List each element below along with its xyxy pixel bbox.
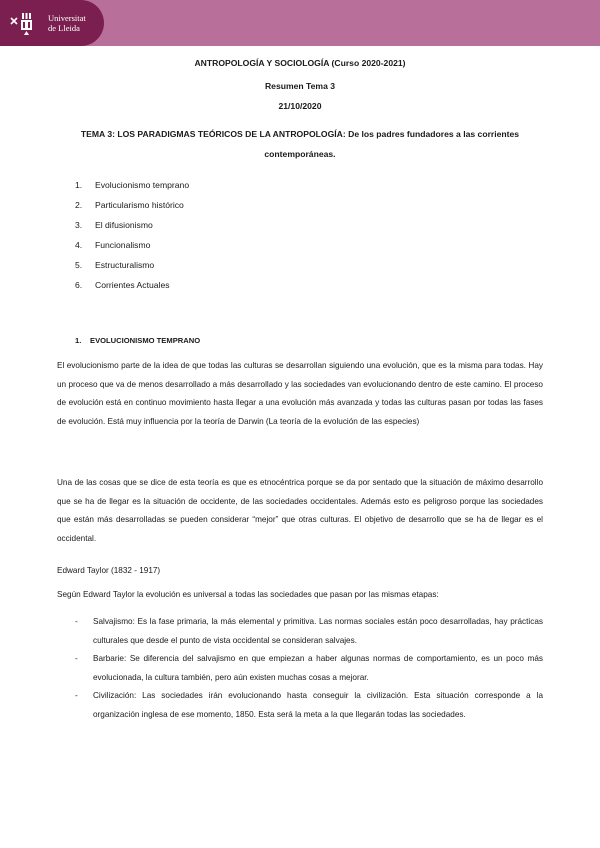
section-heading [75, 336, 200, 345]
university-logo [0, 0, 104, 46]
toc-label: Funcionalismo [95, 240, 151, 250]
summary-title: Resumen Tema 3 [264, 81, 336, 91]
toc-item [75, 275, 189, 295]
university-emblem-icon [8, 10, 44, 36]
toc-number: 5. [75, 260, 83, 270]
toc-number: 2. [75, 200, 83, 210]
toc-label: Estructuralismo [95, 260, 155, 270]
stages-list [75, 613, 543, 725]
toc-item [75, 175, 189, 195]
list-dash: - [75, 691, 78, 701]
document-date: 21/10/2020 [278, 101, 322, 111]
toc-label: Corrientes Actuales [95, 280, 170, 290]
list-item [75, 650, 543, 687]
topic-heading-rest: : De los padres fundadores a las corrientes contemporáneas. [264, 129, 520, 159]
toc-item [75, 235, 189, 255]
toc-number: 1. [75, 180, 83, 190]
list-dash: - [75, 617, 78, 626]
course-title-main: ANTROPOLOGÍA Y SOCIOLOGÍA [194, 58, 330, 68]
toc-item [75, 195, 189, 215]
paragraph-evolucionismo: El evolucionismo parte de la idea de que todas las culturas se desarrollan siguiendo una evolución, que es la misma para todas. Hay un proceso que va de menos desarrollado a más desarrollado y las sociedades van evolucionando dentro de este camino. El proceso de evolución está en continuo movimiento hasta llegar a una evolución más avanzada y todas las culturas pasan por todas las fases de evolución. Está muy influencia por la teoría de Darwin (La teoría de la evolución de las especies) [57, 361, 543, 426]
logo-text [48, 13, 86, 33]
author-heading: Edward Taylor (1832 - 1917) [57, 566, 161, 575]
toc-label: Particularismo histórico [95, 200, 184, 210]
course-title-year: (Curso 2020-2021) [329, 58, 406, 68]
topic-heading-bold: TEMA 3: LOS PARADIGMAS TEÓRICOS DE LA ANTROPOLOGÍA [80, 129, 343, 139]
list-item [75, 687, 543, 724]
toc-number: 6. [75, 280, 83, 290]
table-of-contents [75, 175, 189, 295]
toc-label: Evolucionismo temprano [95, 180, 190, 190]
paragraph-etnocentrismo: Una de las cosas que se dice de esta teoría es que es etnocéntrica porque se da por sentado que la situación de máximo desarrollo que se ha de llegar es la situación de occidente, de las sociedades occidentales. Además esto es peligroso porque las sociedades que están más desarrolladas se pueden considerar “mejor” que otras culturas. El objetivo de desarrollo que se ha de llegar es el occidental. [57, 478, 543, 543]
list-dash: - [75, 654, 78, 664]
logo-line1: Universitat [48, 13, 86, 23]
toc-number: 3. [75, 220, 83, 230]
course-title [57, 58, 543, 68]
paragraph-taylor-intro: Según Edward Taylor la evolución es universal a todas las sociedades que pasan por las mismas etapas: [57, 590, 439, 599]
toc-number: 4. [75, 240, 83, 250]
header-bar [0, 0, 600, 46]
list-item [75, 613, 543, 650]
list-item-text: Barbarie: Se diferencia del salvajismo en que empiezan a haber algunas normas de comportamiento, es un poco más evolucionada, la cultura también, pero aún existen muchas cosas a mejorar. [93, 654, 543, 682]
section-title: EVOLUCIONISMO TEMPRANO [90, 336, 201, 345]
toc-item [75, 215, 189, 235]
section-number: 1. [75, 336, 82, 345]
toc-item [75, 255, 189, 275]
toc-label: El difusionismo [95, 220, 153, 230]
topic-heading [57, 124, 543, 164]
list-item-text: Salvajismo: Es la fase primaria, la más elemental y primitiva. Las normas sociales están poco desarrolladas, hay prácticas culturales que desde el punto de vista occidental se consideran salvajes. [93, 617, 543, 645]
logo-line2: de Lleida [48, 23, 80, 33]
list-item-text: Civilización: Las sociedades irán evolucionando hasta conseguir la civilización. Esta situación corresponde a la organización inglesa de ese momento, 1850. Esta será la meta a la que llegarán todas las sociedades. [93, 691, 543, 719]
